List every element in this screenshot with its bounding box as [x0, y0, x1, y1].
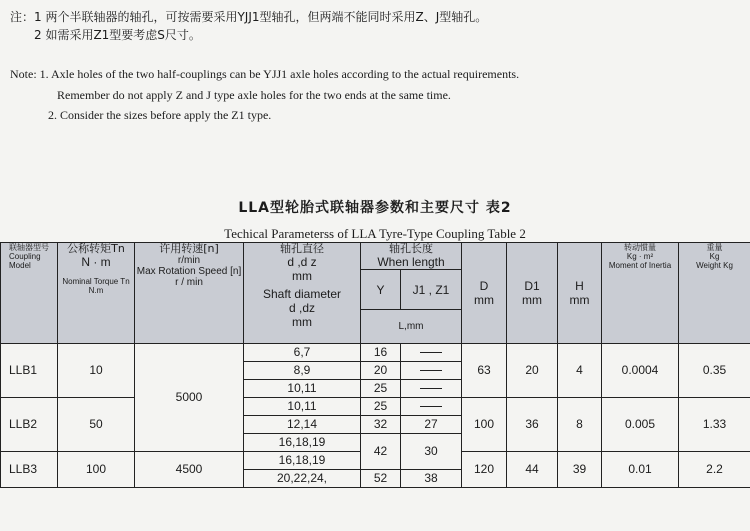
D-value: 63 — [462, 344, 507, 398]
table-row — [1, 398, 750, 416]
length-j-empty — [401, 344, 462, 362]
header-y: Y — [361, 270, 401, 310]
shaft-diameter: 12,14 — [244, 416, 361, 434]
header-D: D mm — [462, 243, 507, 344]
spec-table — [0, 242, 750, 488]
length-y: 52 — [361, 470, 401, 488]
inertia-value: 0.01 — [602, 452, 679, 488]
table-title-en: Techical Parameterss of LLA Tyre-Type Coupling Table 2 — [224, 226, 526, 241]
D-value: 120 — [462, 452, 507, 488]
header-inertia: 转动惯量 Kg · m² Moment of Inertia — [602, 243, 679, 344]
header-shaft: 轴孔直径 d ,d z mm Shaft diameter d ,dz mm — [244, 243, 361, 344]
table-title-cn: LLA型轮胎式联轴器参数和主要尺寸 表2 — [238, 200, 512, 216]
note-en-1: Note: 1. Axle holes of the two half-couplings can be YJJ1 axle holes according to the actual requirements. — [10, 67, 520, 81]
model-name: LLB3 — [1, 452, 58, 488]
D-value: 100 — [462, 398, 507, 452]
table-row — [1, 344, 750, 362]
torque-value: 50 — [58, 398, 135, 452]
length-j-empty — [401, 380, 462, 398]
header-D1: D1 mm — [507, 243, 558, 344]
header-model: 联轴器型号 Coupling Model — [1, 243, 58, 344]
length-y: 25 — [361, 398, 401, 416]
shaft-diameter: 16,18,19 — [244, 452, 361, 470]
note-cn-2: 2 如需采用Z1型要考虑S尺寸。 — [34, 28, 201, 42]
D1-value: 36 — [507, 398, 558, 452]
weight-value: 0.35 — [679, 344, 750, 398]
header-j: J1 , Z1 — [401, 270, 462, 310]
torque-value: 10 — [58, 344, 135, 398]
note-en-3: 2. Consider the sizes before apply the Z1 type. — [48, 108, 272, 122]
header-speed: 许用转速[n] r/min Max Rotation Speed [n] r / min — [135, 243, 244, 344]
shaft-diameter: 20,22,24, — [244, 470, 361, 488]
model-name: LLB2 — [1, 398, 58, 452]
length-y: 42 — [361, 434, 401, 470]
H-value: 8 — [558, 398, 602, 452]
length-y: 32 — [361, 416, 401, 434]
inertia-value: 0.0004 — [602, 344, 679, 398]
inertia-value: 0.005 — [602, 398, 679, 452]
H-value: 39 — [558, 452, 602, 488]
length-j-empty — [401, 398, 462, 416]
speed-value: 4500 — [135, 452, 244, 488]
header-length-unit: L,mm — [361, 310, 462, 344]
shaft-diameter: 10,11 — [244, 380, 361, 398]
header-H: H mm — [558, 243, 602, 344]
weight-value: 1.33 — [679, 398, 750, 452]
header-weight: 重量 Kg Weight Kg — [679, 243, 750, 344]
note-cn-1: 注：1 两个半联轴器的轴孔，可按需要采用YJJ1型轴孔，但两端不能同时采用Z、J型轴孔。 — [10, 10, 488, 24]
weight-value: 2.2 — [679, 452, 750, 488]
shaft-diameter: 6,7 — [244, 344, 361, 362]
shaft-diameter: 16,18,19 — [244, 434, 361, 452]
shaft-diameter: 8,9 — [244, 362, 361, 380]
length-y: 20 — [361, 362, 401, 380]
length-j: 27 — [401, 416, 462, 434]
length-j: 38 — [401, 470, 462, 488]
D1-value: 20 — [507, 344, 558, 398]
header-torque: 公称转矩Tn N · m Nominal Torque Tn N.m — [58, 243, 135, 344]
note-en-2: Remember do not apply Z and J type axle holes for the two ends at the same time. — [57, 88, 451, 102]
length-y: 16 — [361, 344, 401, 362]
header-length: 轴孔长度 When length — [361, 243, 462, 270]
model-name: LLB1 — [1, 344, 58, 398]
speed-value: 5000 — [135, 344, 244, 452]
length-j-empty — [401, 362, 462, 380]
torque-value: 100 — [58, 452, 135, 488]
length-j: 30 — [401, 434, 462, 470]
shaft-diameter: 10,11 — [244, 398, 361, 416]
H-value: 4 — [558, 344, 602, 398]
length-y: 25 — [361, 380, 401, 398]
D1-value: 44 — [507, 452, 558, 488]
